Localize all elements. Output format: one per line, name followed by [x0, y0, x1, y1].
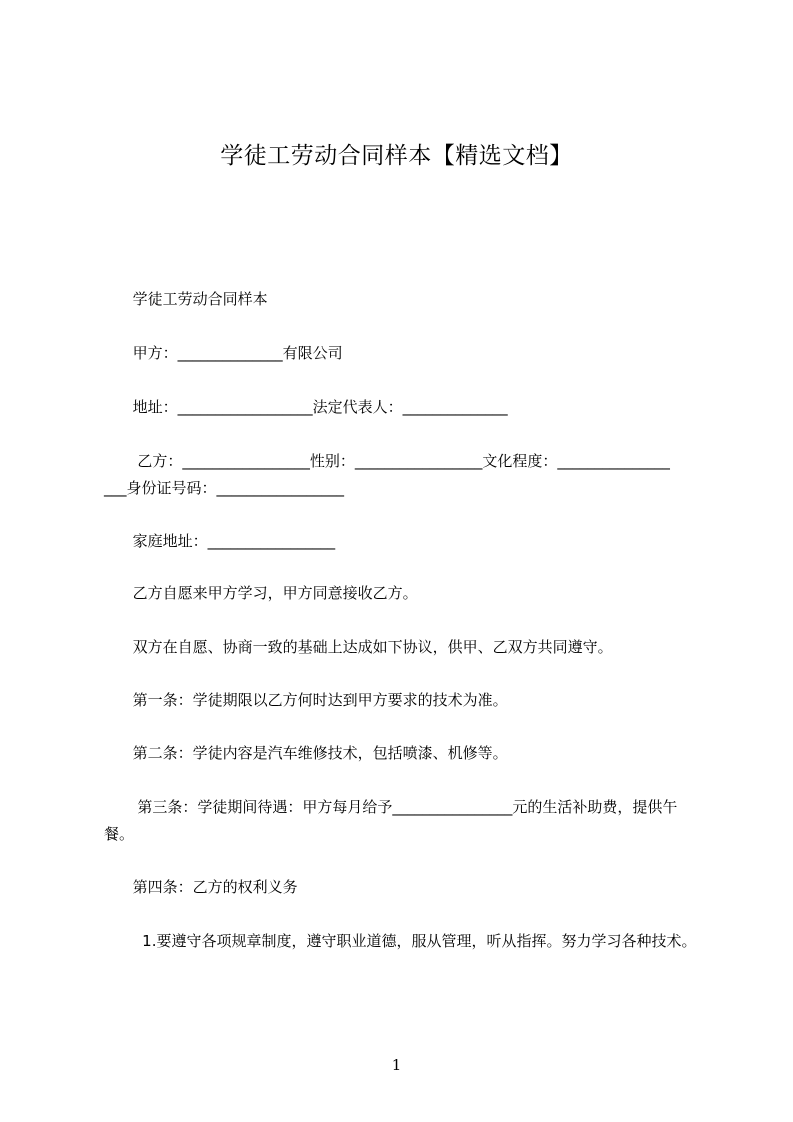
document-title: 学徒工劳动合同样本【精选文档】	[220, 143, 573, 169]
page-number: 1	[391, 1056, 402, 1074]
paragraph-id-number: ___身份证号码：_________________	[104, 479, 345, 497]
paragraph-address: 地址：__________________法定代表人：______________	[104, 398, 508, 416]
paragraph-article-1: 第一条：学徒期限以乙方何时达到甲方要求的技术为准。	[104, 691, 508, 709]
paragraph-article-4: 第四条：乙方的权利义务	[104, 878, 298, 896]
paragraph-article-2: 第二条：学徒内容是汽车维修技术，包括喷漆、机修等。	[104, 744, 508, 762]
paragraph-article-4-item-1: 1.要遵守各项规章制度，遵守职业道德，服从管理，听从指挥。努力学习各种技术。	[104, 932, 697, 950]
paragraph-party-b: 乙方：_________________性别：_________________文化程度：_______________	[104, 452, 670, 470]
paragraph-consensus: 双方在自愿、协商一致的基础上达成如下协议，供甲、乙双方共同遵守。	[104, 638, 613, 656]
paragraph-heading: 学徒工劳动合同样本	[104, 290, 268, 308]
paragraph-article-3: 第三条：学徒期间待遇：甲方每月给予________________元的生活补助费，提供午餐。	[104, 798, 678, 843]
paragraph-agreement: 乙方自愿来甲方学习，甲方同意接收乙方。	[104, 584, 418, 602]
paragraph-party-a: 甲方：______________有限公司	[104, 344, 343, 362]
paragraph-home-address: 家庭地址：_________________	[104, 532, 336, 550]
